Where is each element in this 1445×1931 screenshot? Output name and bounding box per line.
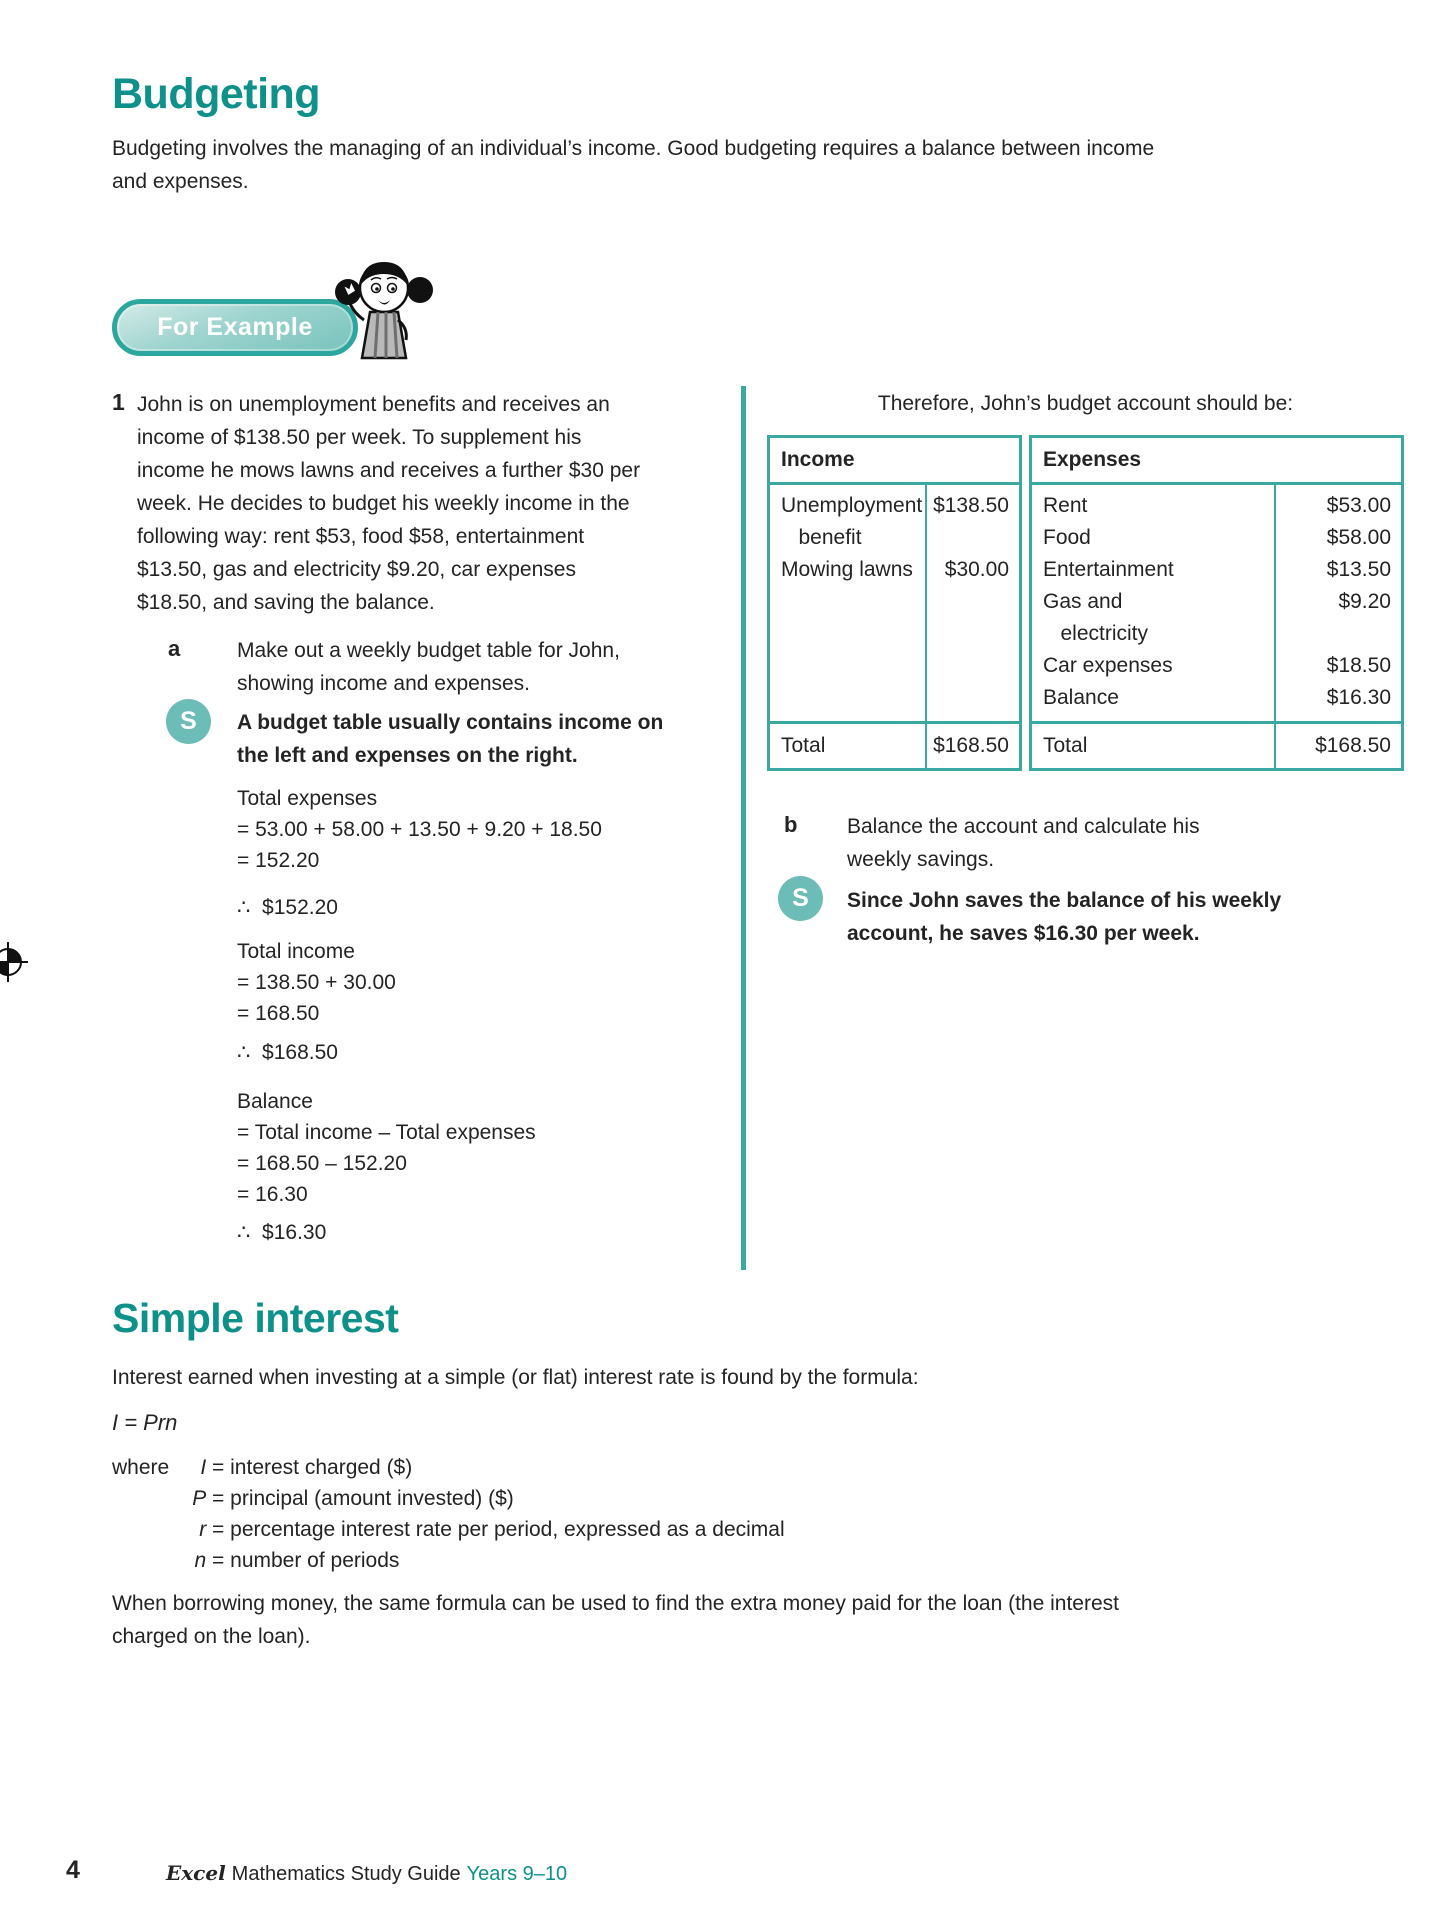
variable-definitions: I = interest charged ($) P = principal (amount invested) ($) r = percentage interest rate per period, expressed as a decimal n = number of periods [192, 1456, 785, 1572]
therefore-balance: ∴ $16.30 [237, 1221, 327, 1244]
expenses-total-label: Total [1043, 734, 1088, 757]
where-label: where [112, 1456, 170, 1479]
intro-paragraph: Budgeting involves the managing of an individual’s income. Good budgeting requires a balance between income and expenses. [112, 137, 1155, 193]
income-items: Unemployment benefit Mowing lawns [781, 494, 923, 581]
expenses-table [1029, 435, 1404, 771]
for-example-badge [112, 299, 358, 356]
table-caption: Therefore, John’s budget account should be: [877, 392, 1294, 415]
footer-brand: Excel [166, 1861, 226, 1885]
interest-formula: I = Prn [112, 1410, 178, 1435]
footer-brand-line [166, 1861, 567, 1886]
part-a-label: a [168, 636, 181, 661]
registration-mark-icon [0, 942, 28, 988]
page-title: Budgeting [112, 70, 321, 118]
income-total-row [770, 721, 1019, 768]
expenses-total-row [1032, 721, 1401, 768]
solution-b-text: Since John saves the balance of his weekly account, he saves $16.30 per week. [847, 889, 1282, 945]
income-amounts: $138.50 $30.00 [933, 494, 1009, 581]
page-number: 4 [66, 1856, 80, 1884]
balance-calc: Balance = Total income – Total expenses = 168.50 – 152.20 = 16.30 [237, 1090, 536, 1206]
budget-table [767, 435, 1404, 771]
income-total-amount: $168.50 [933, 734, 1009, 757]
income-table [767, 435, 1022, 771]
problem-text: John is on unemployment benefits and receives an income of $138.50 per week. To supplement his income he mows lawns and receives a further $30 per week. He decides to budget his weekly income in the following way: rent $53, food $58, entertainment $13.50, gas and electricity $9.20, car expenses $18.50, and saving the balance. [137, 393, 641, 614]
income-header: Income [770, 438, 1019, 485]
total-income-calc: Total income = 138.50 + 30.00 = 168.50 [237, 940, 396, 1025]
solution-a-intro: A budget table usually contains income on the left and expenses on the right. [237, 711, 664, 767]
expenses-total-amount: $168.50 [1315, 734, 1391, 757]
income-total-label: Total [781, 734, 826, 757]
expenses-amounts: $53.00 $58.00 $13.50 $9.20 $18.50 $16.30 [1326, 494, 1391, 709]
formula-definitions-block [112, 1452, 785, 1576]
expenses-header: Expenses [1032, 438, 1401, 485]
footer-series: Mathematics Study Guide [231, 1863, 461, 1885]
part-b-text: Balance the account and calculate his weekly savings. [847, 815, 1200, 871]
footer-years: Years 9–10 [466, 1863, 568, 1885]
for-example-label: For Example [157, 313, 313, 341]
simple-interest-intro: Interest earned when investing at a simple (or flat) interest rate is found by the formula: [112, 1366, 919, 1389]
borrowing-note: When borrowing money, the same formula can be used to find the extra money paid for the loan (the interest charged on the loan). [112, 1592, 1119, 1648]
part-a-text: Make out a weekly budget table for John, showing income and expenses. [237, 639, 620, 695]
therefore-income: ∴ $168.50 [237, 1041, 338, 1064]
simple-interest-title: Simple interest [112, 1295, 399, 1341]
part-b-label: b [784, 812, 798, 837]
total-expenses-calc: Total expenses = 53.00 + 58.00 + 13.50 + 9.20 + 18.50 = 152.20 [237, 787, 602, 872]
expenses-items: Rent Food Entertainment Gas and electricity Car expenses Balance [1043, 494, 1174, 709]
example-number: 1 [112, 389, 125, 415]
solution-badge: S [166, 699, 211, 744]
solution-badge: S [778, 876, 823, 921]
student-cartoon-illustration [334, 250, 434, 381]
column-divider [741, 386, 746, 1270]
therefore-expenses: ∴ $152.20 [237, 896, 338, 919]
